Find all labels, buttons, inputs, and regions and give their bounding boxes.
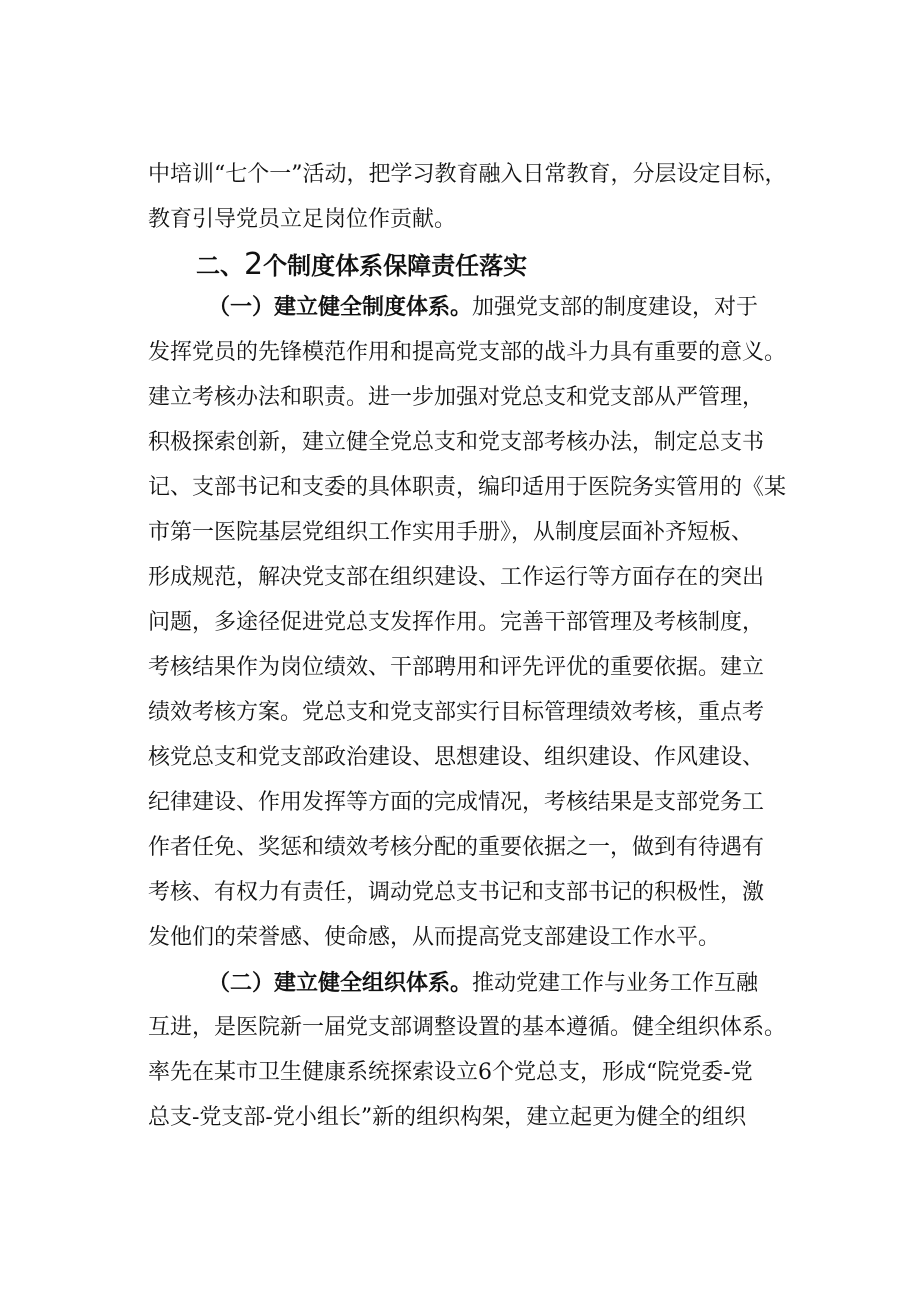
sub1-line: 考核结果作为岗位绩效、干部聘用和评先评优的重要依据。建立 — [148, 655, 765, 680]
sub1-line: 问题，多途径促进党总支发挥作用。完善干部管理及考核制度， — [148, 610, 765, 635]
sub2-line: 总支-党支部-党小组长”新的组织构架，建立起更为健全的组织 — [148, 1105, 747, 1130]
sub2-line: 互进，是医院新一届党支部调整设置的基本遵循。健全组织体系。 — [148, 1015, 787, 1040]
sub1-first-line — [208, 292, 758, 323]
sub1-line: 发他们的荣誉感、使命感，从而提高党支部建设工作水平。 — [148, 925, 721, 950]
sub1-line: 形成规范，解决党支部在组织建设、工作运行等方面存在的突出 — [148, 565, 765, 590]
body-line-1: 中培训“七个一”活动，把学习教育融入日常教育，分层设定目标， — [148, 162, 787, 187]
section-title: 个制度体系保障责任落实 — [263, 252, 528, 280]
sub1-line: 记、支部书记和支委的具体职责，编印适用于医院务实管用的《某 — [148, 475, 787, 500]
section-number: 2 — [244, 247, 264, 282]
sub1-first-line-text: 加强党支部的制度建设，对于 — [472, 295, 759, 320]
body-line-2: 教育引导党员立足岗位作贡献。 — [148, 207, 457, 232]
sub2-first-line — [208, 968, 758, 999]
section-heading — [196, 249, 527, 282]
sub1-heading: （一）建立健全制度体系。 — [208, 294, 473, 320]
sub2-first-line-text: 推动党建工作与业务工作互融 — [472, 971, 759, 996]
sub1-line: 发挥党员的先锋模范作用和提高党支部的战斗力具有重要的意义。 — [148, 340, 787, 365]
sub1-line: 作者任免、奖惩和绩效考核分配的重要依据之一，做到有待遇有 — [148, 835, 765, 860]
sub1-line: 积极探索创新，建立健全党总支和党支部考核办法，制定总支书 — [148, 430, 765, 455]
sub2-heading: （二）建立健全组织体系。 — [208, 970, 473, 996]
sub1-line: 考核、有权力有责任，调动党总支书记和支部书记的积极性，激 — [148, 880, 765, 905]
sub1-line: 建立考核办法和职责。进一步加强对党总支和党支部从严管理， — [148, 385, 765, 410]
sub1-line: 核党总支和党支部政治建设、思想建设、组织建设、作风建设、 — [148, 745, 765, 770]
sub2-line: 率先在某市卫生健康系统探索设立6个党总支，形成“院党委-党 — [148, 1060, 753, 1085]
section-prefix: 二、 — [196, 252, 244, 280]
sub1-line: 市第一医院基层党组织工作实用手册》，从制度层面补齐短板、 — [148, 520, 754, 545]
sub1-line: 纪律建设、作用发挥等方面的完成情况，考核结果是支部党务工 — [148, 790, 765, 815]
sub1-line: 绩效考核方案。党总支和党支部实行目标管理绩效考核，重点考 — [148, 700, 765, 725]
